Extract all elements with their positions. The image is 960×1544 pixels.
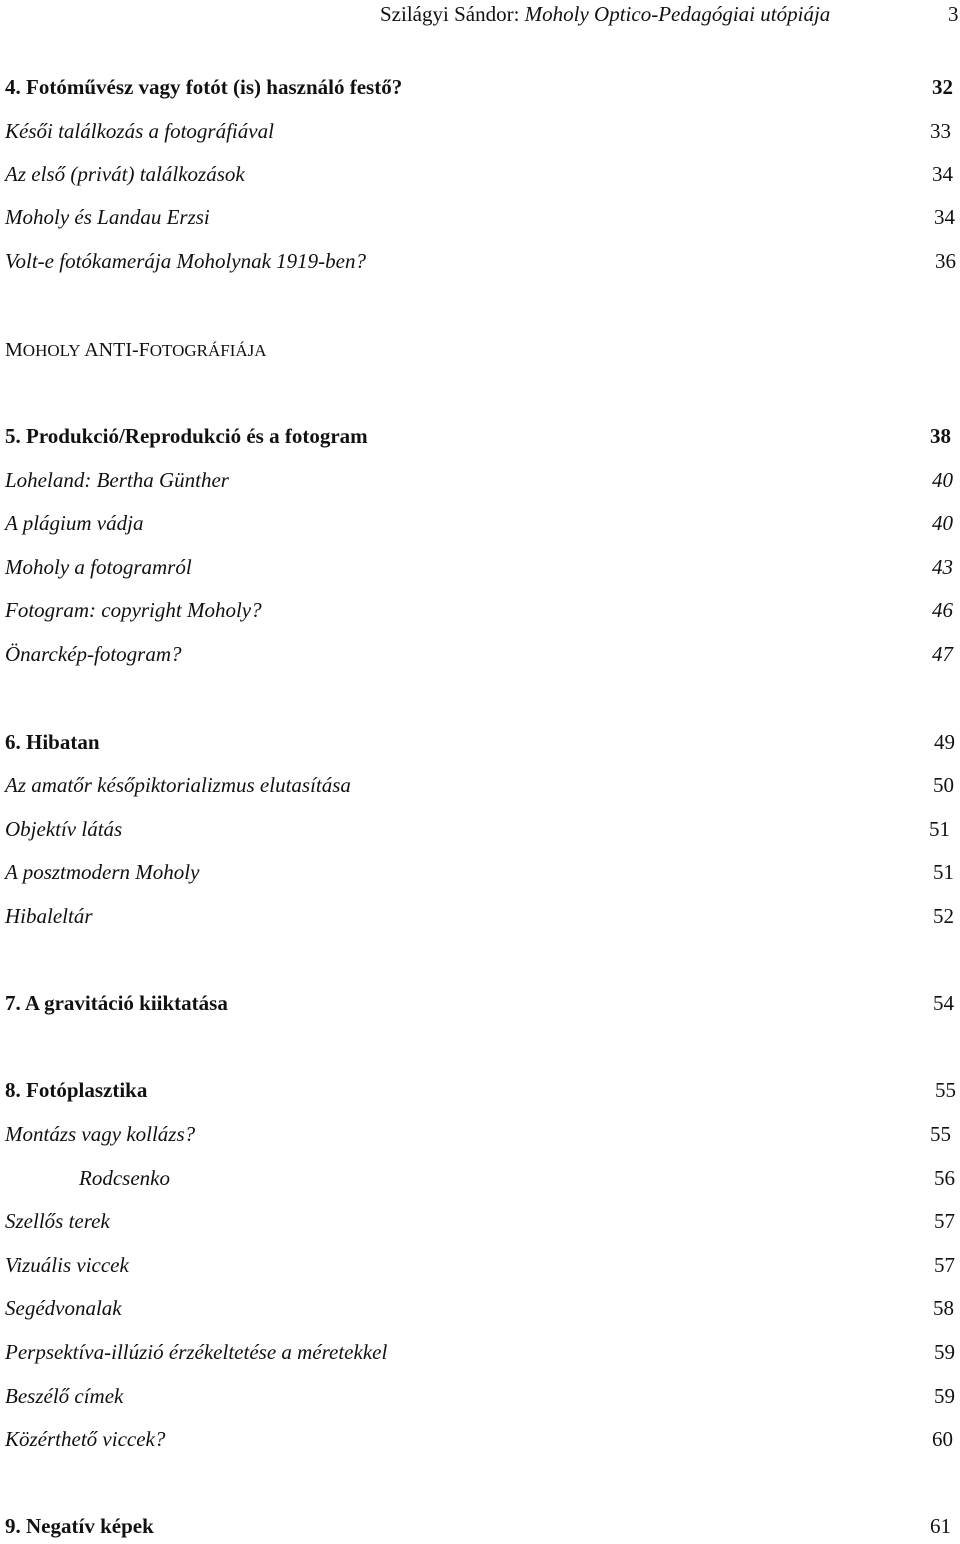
toc-entry-title: 8. Fotóplasztika xyxy=(5,1078,148,1102)
toc-entry-page: 59 xyxy=(934,1384,955,1408)
toc-entry-title: 5. Produkció/Reprodukció és a fotogram xyxy=(5,424,368,448)
section-heading-initial: M xyxy=(5,339,23,361)
toc-entry-page: 38 xyxy=(930,424,951,448)
toc-entry-title: Fotogram: copyright Moholy? xyxy=(5,598,262,622)
toc-entry xyxy=(0,730,960,760)
toc-entry-page: 54 xyxy=(933,991,954,1015)
section-heading-rest-2: OTOGRÁFIÁJA xyxy=(149,341,267,360)
toc-entry-title: Az amatőr későpiktorializmus elutasítása xyxy=(5,773,351,797)
toc-entry-title: 9. Negatív képek xyxy=(5,1514,154,1538)
toc-entry-page: 51 xyxy=(933,860,954,884)
toc-entry xyxy=(0,1384,960,1414)
toc-entry-title: Közérthető viccek? xyxy=(5,1427,166,1451)
toc-entry xyxy=(0,1253,960,1283)
toc-entry-page: 34 xyxy=(932,162,953,186)
section-heading-initial-2: ANTI-F xyxy=(84,339,150,361)
toc-entry-page: 47 xyxy=(932,642,953,666)
toc-entry-page: 61 xyxy=(930,1514,951,1538)
toc-entry-page: 51 xyxy=(929,817,950,841)
toc-entry xyxy=(0,1166,960,1196)
toc-entry-page: 52 xyxy=(933,904,954,928)
toc-entry xyxy=(0,1427,960,1457)
toc-entry-page: 40 xyxy=(932,468,953,492)
toc-entry-title: Vizuális viccek xyxy=(5,1253,129,1277)
toc-entry xyxy=(0,773,960,803)
toc-entry-title: Segédvonalak xyxy=(5,1296,122,1320)
toc-entry-title: Késői találkozás a fotográfiával xyxy=(5,119,274,143)
toc-entry-page: 32 xyxy=(932,75,953,99)
section-heading xyxy=(5,339,267,362)
toc-entry-page: 49 xyxy=(934,730,955,754)
running-header xyxy=(0,0,960,30)
toc-entry xyxy=(0,119,960,149)
toc-entry xyxy=(0,860,960,890)
toc-entry xyxy=(0,424,960,454)
toc-entry xyxy=(0,817,960,847)
toc-entry xyxy=(0,904,960,934)
toc-entry-title: Önarckép-fotogram? xyxy=(5,642,182,666)
toc-entry xyxy=(0,642,960,672)
toc-entry-title: Rodcsenko xyxy=(79,1166,170,1190)
toc-entry-title: A posztmodern Moholy xyxy=(5,860,200,884)
section-heading-rest: OHOLY xyxy=(22,341,80,360)
toc-entry-page: 33 xyxy=(930,119,951,143)
toc-entry xyxy=(0,511,960,541)
toc-entry-title: Beszélő címek xyxy=(5,1384,124,1408)
toc-entry-page: 55 xyxy=(930,1122,951,1146)
toc-entry-page: 46 xyxy=(932,598,953,622)
toc-entry xyxy=(0,991,960,1021)
toc-entry-title: 4. Fotóművész vagy fotót (is) használó festő? xyxy=(5,75,403,99)
toc-entry-title: Az első (privát) találkozások xyxy=(5,162,245,186)
toc-entry xyxy=(0,1340,960,1370)
header-author-and-title xyxy=(380,2,830,27)
toc-entry-title: Szellős terek xyxy=(5,1209,110,1233)
toc-entry-page: 55 xyxy=(935,1078,956,1102)
toc-entry-title: 7. A gravitáció kiiktatása xyxy=(5,991,228,1015)
toc-entry-title: 6. Hibatan xyxy=(5,730,100,754)
toc-entry-page: 57 xyxy=(934,1253,955,1277)
header-author: Szilágyi Sándor: xyxy=(380,2,520,26)
toc-entry xyxy=(0,205,960,235)
toc-entry xyxy=(0,1209,960,1239)
toc-entry-page: 60 xyxy=(932,1427,953,1451)
toc-entry xyxy=(0,1514,960,1544)
toc-entry-title: Moholy a fotogramról xyxy=(5,555,192,579)
toc-entry-title: Objektív látás xyxy=(5,817,123,841)
toc-entry xyxy=(0,249,960,279)
toc-entry-page: 43 xyxy=(932,555,953,579)
toc-entry-page: 59 xyxy=(934,1340,955,1364)
toc-entry xyxy=(0,555,960,585)
toc-entry-title: A plágium vádja xyxy=(5,511,144,535)
toc-entry-title: Loheland: Bertha Günther xyxy=(5,468,229,492)
toc-entry-page: 57 xyxy=(934,1209,955,1233)
toc-entry-title: Perpsektíva-illúzió érzékeltetése a méretekkel xyxy=(5,1340,388,1364)
toc-entry-title: Volt-e fotókamerája Moholynak 1919-ben? xyxy=(5,249,366,273)
header-page-number: 3 xyxy=(948,2,959,26)
toc-entry-title: Moholy és Landau Erzsi xyxy=(5,205,210,229)
toc-entry xyxy=(0,468,960,498)
toc-entry-page: 58 xyxy=(933,1296,954,1320)
toc-entry xyxy=(0,1122,960,1152)
toc-entry-title: Montázs vagy kollázs? xyxy=(5,1122,196,1146)
toc-entry-page: 50 xyxy=(933,773,954,797)
toc-entry-page: 56 xyxy=(934,1166,955,1190)
toc-entry xyxy=(0,1296,960,1326)
toc-entry-page: 34 xyxy=(934,205,955,229)
toc-entry xyxy=(0,598,960,628)
toc-entry xyxy=(0,162,960,192)
toc-entry-page: 36 xyxy=(935,249,956,273)
toc-entry xyxy=(0,1078,960,1108)
toc-entry xyxy=(0,75,960,105)
toc-entry-title: Hibaleltár xyxy=(5,904,93,928)
toc-entry-page: 40 xyxy=(932,511,953,535)
header-book-title: Moholy Optico-Pedagógiai utópiája xyxy=(524,2,831,26)
